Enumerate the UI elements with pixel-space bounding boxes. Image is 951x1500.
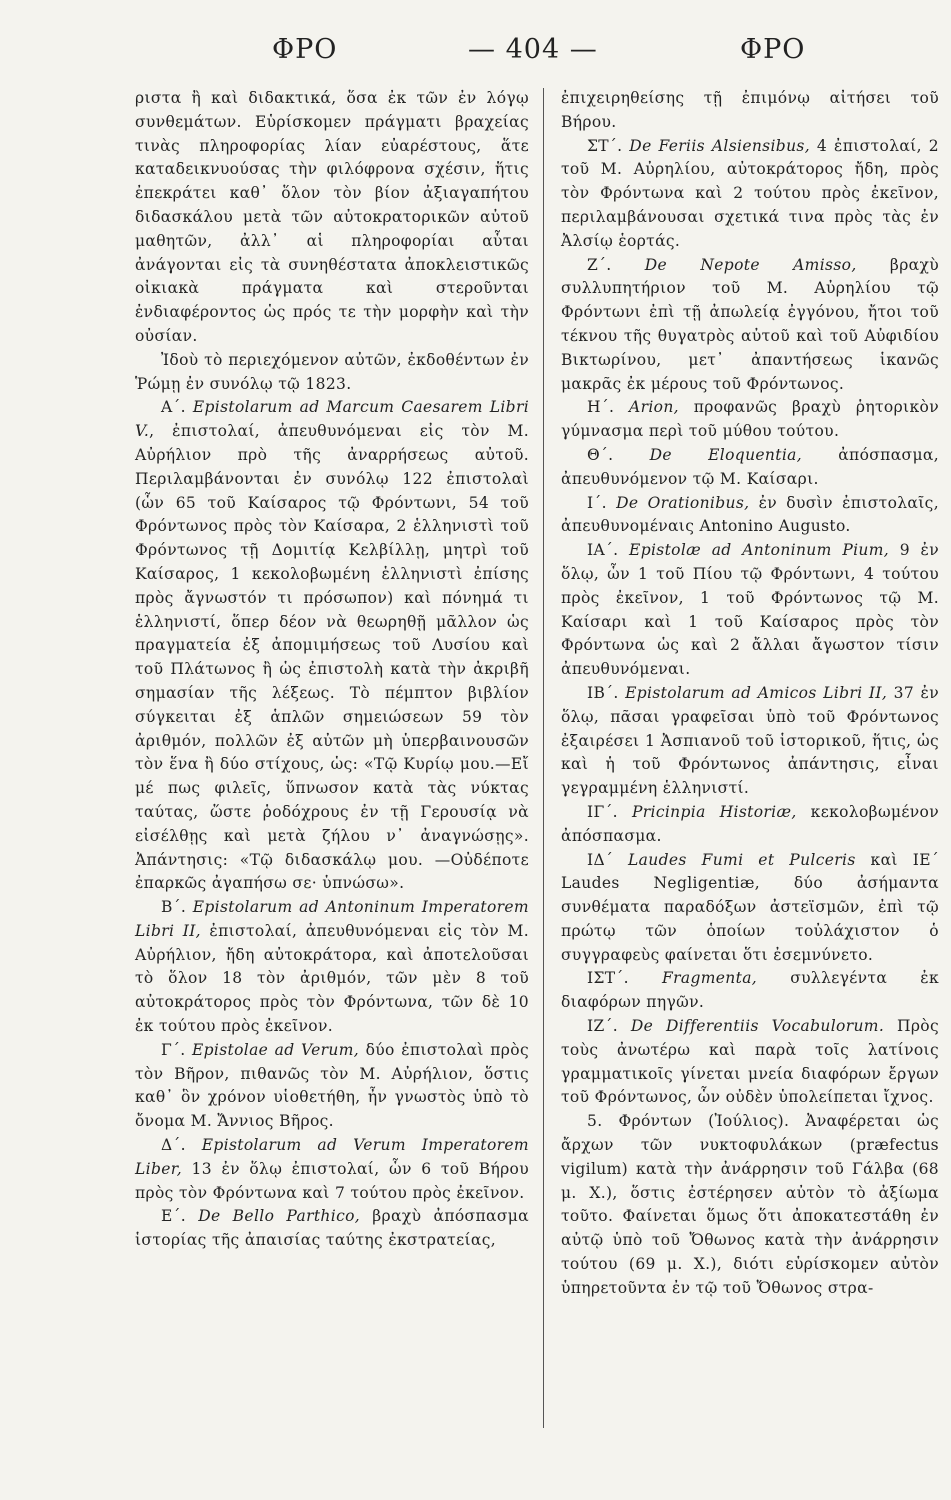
entry-number: Α΄.: [161, 398, 193, 417]
entry-number: ΙΒ΄.: [587, 683, 626, 702]
work-title: Fragmenta,: [662, 969, 758, 988]
paragraph: [561, 682, 939, 801]
paragraph: [135, 896, 529, 1039]
paragraph-text: δύο ἐπιστολαὶ πρὸς τὸν Βῆρον, πιθανῶς τὸν Μ. Αὐρήλιον, ὅστις καθ᾽ ὃν χρόνον υἱοθετήθη, ἦν γνωστὸς ὑπὸ τὸ ὄνομα Μ. Ἄννιος Βῆρος.: [135, 1040, 529, 1131]
work-title: Epistolae ad Verum,: [191, 1040, 360, 1059]
entry-number: ΙΓ΄.: [587, 802, 632, 821]
work-title: Epistolæ ad Antoninum Pium,: [629, 541, 890, 560]
paragraph-text: 13 ἐν ὅλῳ ἐπιστολαί, ὧν 6 τοῦ Βήρου πρὸς τὸν Φρόντωνα καὶ 7 τούτου πρὸς ἐκεῖνον.: [135, 1159, 529, 1202]
paragraph: [561, 396, 939, 444]
entry-number: Ζ΄.: [587, 255, 645, 274]
paragraph-text: 5. Φρόντων (Ἰούλιος). Ἀναφέρεται ὡς ἄρχων τῶν νυκτοφυλάκων (præfectus vigilum) κατὰ τὴν ἀνάρρησιν τοῦ Γάλβα (68 μ. Χ.), ὅστις ἐστέρησεν αὐτὸν τὸ ἀξίωμα τοῦτο. Φαίνεται ὅμως ὅτι ἀποκατεστάθη ἐν αὐτῷ ὑπὸ τοῦ Ὄθωνος κατὰ τὴν ἀνάρρησιν τούτου (69 μ. Χ.), διότι εὑρίσκομεν αὐτὸν ὑπηρετοῦντα ἐν τῷ τοῦ Ὄθωνος στρα-: [561, 1112, 939, 1297]
entry-number: Ε΄.: [161, 1207, 199, 1226]
paragraph: [561, 801, 939, 849]
entry-number: Γ΄.: [161, 1040, 192, 1059]
right-column: [561, 87, 939, 1301]
entry-number: Ι΄.: [587, 493, 617, 512]
paragraph-text: καὶ ΙΕ΄ Laudes Negligentiæ, δύο ἀσήμαντα συνθέματα παραδόξων ἀστεϊσμῶν, ἐπὶ τῷ πρώτῳ τῶν ὁποίων τοὐλάχιστον ὁ συγγραφεὺς φαίνεται ὅτι ἐσεμνύνετο.: [561, 850, 939, 964]
paragraph-text: 9 ἐν ὅλῳ, ὧν 1 τοῦ Πίου τῷ Φρόντωνι, 4 τούτου πρὸς ἐκεῖνον, 1 τοῦ Φρόντωνος τῷ Μ. Καίσαρι καὶ 1 τοῦ Καίσαρος πρὸς τὸν Φρόντωνα ὡς καὶ 2 ἄλλαι ἄγωστον τίσιν ἀπευθυνόμεναι.: [561, 541, 939, 679]
work-title: De Orationibus,: [616, 493, 750, 512]
page-number: — 404 —: [468, 34, 598, 65]
work-title: Pricinpia Historiæ,: [631, 802, 797, 821]
work-title: Laudes Fumi et Pulceris: [628, 850, 856, 869]
paragraph-text: 4 ἐπιστολαί, 2 τοῦ Μ. Αὐρηλίου, αὐτοκράτορος ἤδη, πρὸς τὸν Φρόντωνα καὶ 2 τούτου πρὸς ἐκεῖνον, περιλαμβάνουσαι σχετικά τινα πρὸς τὰς ἐν Ἀλσίῳ ἑορτάς.: [561, 136, 940, 250]
paragraph: [561, 444, 939, 492]
entry-number: Β΄.: [161, 898, 193, 917]
paragraph: [561, 539, 939, 682]
paragraph: [561, 135, 939, 254]
paragraph-text: ἐπιχειρηθείσης τῇ ἐπιμόνῳ αἰτήσει τοῦ Βήρου.: [561, 89, 939, 131]
paragraph: [135, 1134, 529, 1205]
left-column: [135, 87, 529, 1253]
paragraph: [561, 1110, 939, 1300]
work-title: Epistolarum ad Marcum Caesarem Libri V.: [135, 398, 530, 441]
entry-number: ΙΣΤ΄.: [587, 969, 662, 988]
paragraph-text: βραχὺ ἀπόσπασμα ἱστορίας τῆς ἀπαισίας ταύτης ἐκστρατείας,: [135, 1207, 529, 1250]
work-title: Epistolarum ad Amicos Libri II,: [625, 683, 888, 702]
paragraph-text: προφανῶς βραχὺ ῥητορικὸν γύμνασμα περὶ τοῦ μύθου τούτου.: [561, 398, 939, 441]
paragraph-text: , ἐπιστολαί, ἀπευθυνόμεναι εἰς τὸν Μ. Αὐρήλιον πρὸ τῆς ἀναρρήσεως αὐτοῦ. Περιλαμβάνονται ἐν συνόλῳ 122 ἐπιστολαὶ (ὧν 65 τοῦ Καίσαρος τῷ Φρόντωνι, 54 τοῦ Φρόντωνος πρὸς τὸν Καίσαρα, 2 ἑλληνιστὶ τοῦ Φρόντωνος τῇ Δομιτίᾳ Κελβίλλῃ, μητρὶ τοῦ Καίσαρος, 1 κεκολοβωμένη ἑλληνιστὶ ἐπίσης πρὸς ἄγνωστόν τι πρόσωπον) καὶ πόνημά τι ἑλληνιστί, ὅπερ δέον νὰ θεωρηθῇ μᾶλλον ὡς πραγματεία ἐξ ἀπομιμήσεως τοῦ Λυσίου καὶ τοῦ Πλάτωνος ἢ ὡς ἐπιστολὴ κατὰ τὴν ἀκριβῆ σημασίαν τῆς λέξεως. Τὸ πέμπτον βιβλίον σύγκειται ἐξ ἁπλῶν σημειώσεων 59 τὸν ἀριθμόν, πολλῶν ἐξ αὐτῶν μὴ ὑπερβαινουσῶν τὸν ἕνα ἢ δύο στίχους, ὡς: «Τῷ Κυρίῳ μου.—Εἴ μέ πως φιλεῖς, ὕπνωσον κατὰ τὰς νύκτας ταύτας, ὥστε ῥοδόχρους ἐν τῇ Γερουσίᾳ νὰ εἰσέλθῃς καὶ μετὰ ζήλου ν᾽ ἀναγνώσῃς». Ἀπάντησις: «Τῷ διδασκάλῳ μου. —Οὐδέποτε ἐπαρκῶς ἀγαπήσω σε· ὑπνώσω».: [135, 422, 529, 893]
paragraph-text: συλλεγέντα ἐκ διαφόρων πηγῶν.: [561, 969, 940, 1012]
paragraph-text: ἐν δυσὶν ἐπιστολαῖς, ἀπευθυνομέναις Antonino Augusto.: [561, 493, 939, 536]
work-title: De Nepote Amisso,: [644, 255, 857, 274]
work-title: De Feriis Alsiensibus,: [629, 136, 810, 155]
paragraph: [561, 1015, 939, 1110]
paragraph: [561, 87, 939, 135]
entry-number: ΙΑ΄.: [587, 541, 630, 560]
work-title: Arion,: [629, 398, 679, 417]
entry-number: ΙΔ΄: [587, 850, 629, 869]
paragraph: [561, 967, 939, 1015]
paragraph: [561, 254, 939, 397]
paragraph-text: Πρὸς τοὺς ἀνωτέρω καὶ παρὰ τοῖς λατίνοις γραμματικοῖς γίνεται μνεία διαφόρων ἔργων τοῦ Φρόντωνος, ὧν οὐδὲν ὑπολείπεται ἴχνος.: [561, 1017, 940, 1107]
column-divider: [543, 88, 544, 1428]
work-title: Epistolarum ad Verum Imperatorem Liber,: [135, 1136, 529, 1178]
paragraph: [135, 1205, 529, 1253]
work-title: De Eloquentia,: [649, 445, 803, 464]
paragraph: [561, 849, 939, 968]
work-title: Epistolarum ad Antoninum Imperatorem Libri II,: [135, 898, 529, 940]
work-title: De Differentiis Vocabulorum.: [630, 1017, 885, 1036]
paragraph: [135, 87, 529, 349]
paragraph-text: ριστα ἢ καὶ διδακτικά, ὅσα ἐκ τῶν ἐν λόγῳ συνθεμάτων. Εὑρίσκομεν πράγματι βραχείας τινὰς πληροφορίας λίαν εὐαρέστους, ἅτε καταδεικνυούσας τὴν φιλόφρονα σχέσιν, ἥτις ἐπεκράτει καθ᾽ ὅλον τὸν βίον ἀξιαγαπήτου διδασκάλου μετὰ τῶν αὐτοκρατορικῶν αὐτοῦ μαθητῶν, ἀλλ᾽ αἱ πληροφορίαι αὗται ἀνάγονται εἰς τὰ συνηθέστατα ἀποκλειστικῶς οἰκιακὰ πράγματα καὶ στεροῦνται ἐνδιαφέροντος ὡς πρός τε τὴν μορφὴν καὶ τὴν οὐσίαν.: [135, 89, 529, 345]
paragraph: [561, 492, 939, 540]
paragraph-text: ἀπόσπασμα, ἀπευθυνόμενον τῷ Μ. Καίσαρι.: [561, 445, 939, 488]
paragraph-text: Ἰδοὺ τὸ περιεχόμενον αὐτῶν, ἐκδοθέντων ἐν Ῥώμῃ ἐν συνόλῳ τῷ 1823.: [135, 350, 529, 393]
entry-number: Δ΄.: [161, 1136, 202, 1155]
header-right: ΦΡΟ: [740, 34, 806, 65]
header-left: ΦΡΟ: [272, 34, 338, 65]
entry-number: ΣΤ΄.: [587, 136, 630, 155]
paragraph-text: κεκολοβωμένον ἀπόσπασμα.: [561, 802, 940, 845]
entry-number: Η΄.: [587, 398, 630, 417]
paragraph-text: ἐπιστολαί, ἀπευθυνόμεναι εἰς τὸν Μ. Αὐρήλιον, ἤδη αὐτοκράτορα, καὶ ἀποτελοῦσαι τὸ ὅλον 18 τὸν ἀριθμόν, τῶν μὲν 8 τοῦ αὐτοκράτορος πρὸς τὸν Φρόντωνα, τῶν δὲ 10 ἐκ τούτου πρὸς ἐκεῖνον.: [135, 921, 530, 1036]
entry-number: Θ΄.: [587, 445, 650, 464]
paragraph: [135, 396, 529, 896]
work-title: De Bello Parthico,: [198, 1207, 361, 1226]
paragraph: [135, 349, 529, 397]
running-header: [0, 34, 951, 74]
paragraph: [135, 1039, 529, 1134]
paragraph-text: βραχὺ συλλυπητήριον τοῦ Μ. Αὐρηλίου τῷ Φρόντωνι ἐπὶ τῇ ἀπωλείᾳ ἐγγόνου, ἤτοι τοῦ τέκνου τῆς θυγατρὸς αὐτοῦ καὶ τοῦ Αὐφιδίου Βικτωρίνου, μετ᾽ ἀπαντήσεως ἱκανῶς μακρᾶς ἐκ μέρους τοῦ Φρόντωνος.: [561, 255, 939, 393]
paragraph-text: 37 ἐν ὅλῳ, πᾶσαι γραφεῖσαι ὑπὸ τοῦ Φρόντωνος ἐξαιρέσει 1 Ἀσπιανοῦ τοῦ ἱστορικοῦ, ἥτις, ὡς καὶ ἡ τοῦ Φρόντωνος ἀπάντησις, εἶναι γεγραμμένη ἑλληνιστί.: [561, 683, 939, 798]
entry-number: ΙΖ΄.: [587, 1017, 631, 1036]
